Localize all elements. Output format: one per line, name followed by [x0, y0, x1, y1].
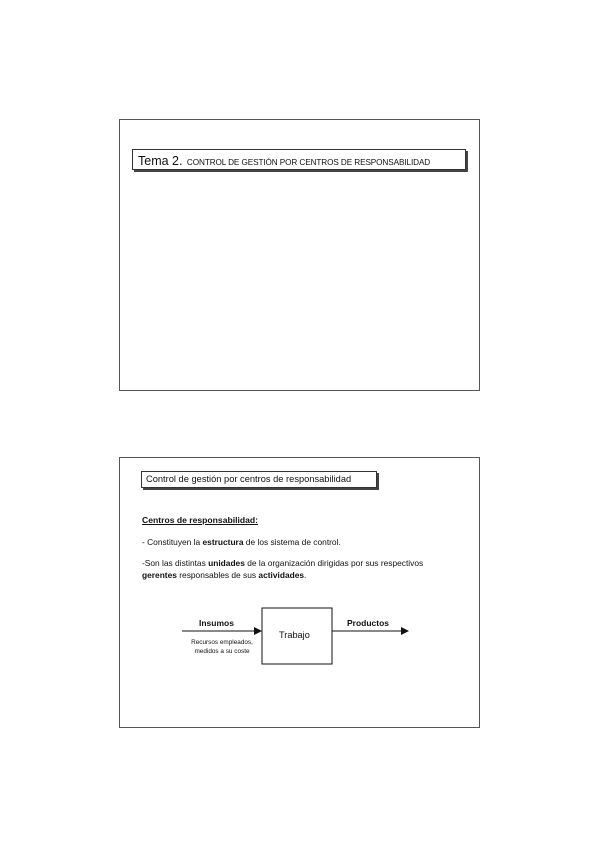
- slide-1: [119, 119, 480, 391]
- slide-2: [119, 457, 480, 728]
- bullet-1-text-b: de los sistema de control.: [243, 537, 341, 547]
- process-label: Trabajo: [279, 630, 310, 640]
- section-heading: Centros de responsabilidad:: [142, 515, 259, 525]
- bullet-2-text-c: responsables de sus: [176, 570, 259, 580]
- input-note-line-1: Recursos empleados,: [191, 639, 253, 646]
- output-arrowhead: [401, 627, 409, 635]
- bullet-2-text-a: -Son las distintas: [142, 558, 209, 568]
- bullet-2-bold-c: actividades: [258, 570, 305, 580]
- process-diagram-svg: [120, 458, 481, 729]
- bullet-1-bold: estructura: [202, 537, 244, 547]
- input-label: Insumos: [199, 618, 234, 628]
- input-note-line-2: medidos a su coste: [194, 648, 250, 655]
- title-lead: Tema 2.: [138, 154, 183, 168]
- slide-1-title: [132, 149, 466, 170]
- output-label: Productos: [347, 618, 390, 628]
- input-note: [184, 638, 260, 656]
- bullet-2-text-d: .: [304, 570, 307, 580]
- title-rest: CONTROL DE GESTIÓN POR CENTROS DE RESPONSABILIDAD: [186, 158, 431, 167]
- process-diagram: [120, 458, 481, 729]
- slide-2-title: Control de gestión por centros de responsabilidad: [141, 471, 377, 488]
- bullet-2-bold-a: unidades: [208, 558, 245, 568]
- input-arrowhead: [254, 627, 262, 635]
- bullet-1-text-a: - Constituyen la: [142, 537, 203, 547]
- bullet-2-text-b: de la organización dirigidas por sus respectivos: [244, 558, 424, 568]
- bullet-2-bold-b: gerentes: [142, 570, 177, 580]
